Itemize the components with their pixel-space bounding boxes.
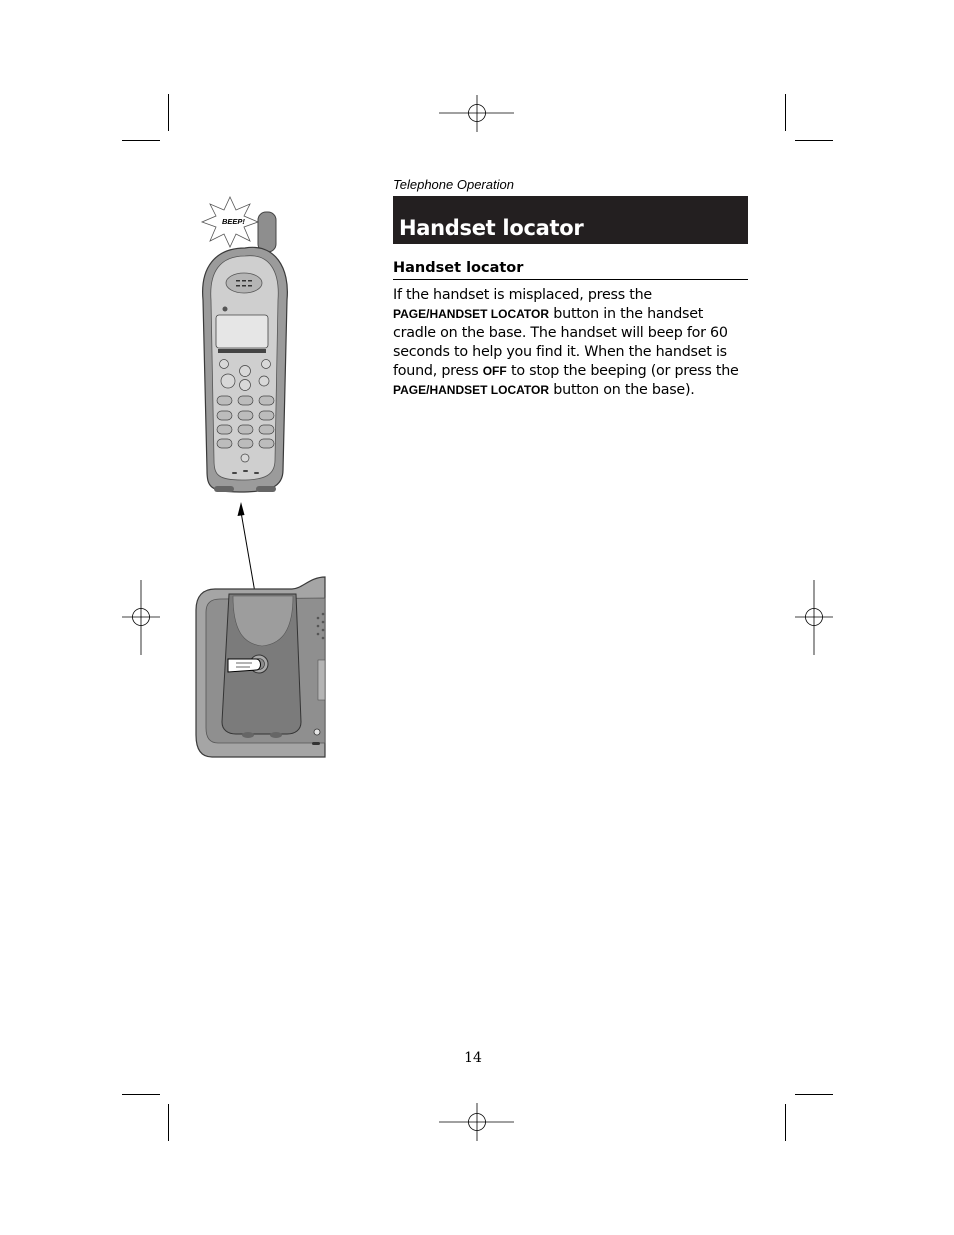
beep-burst-icon [202, 197, 258, 247]
page-number: 14 [464, 1050, 482, 1066]
beep-label: BEEP! [222, 217, 245, 226]
body-text: If the handset is misplaced, press the [393, 287, 652, 303]
title-banner [393, 196, 748, 244]
body-text: button on the base). [549, 382, 695, 398]
key-name: PAGE/HANDSET LOCATOR [393, 383, 550, 397]
page-title: Handset locator [399, 216, 584, 240]
finger-icon [228, 659, 261, 672]
key-name: PAGE/HANDSET LOCATOR [393, 307, 550, 321]
section-label: Telephone Operation [393, 177, 514, 192]
body-text: to stop the beeping (or press the [506, 363, 739, 379]
subheading: Handset locator [393, 260, 748, 280]
key-name: OFF [482, 364, 507, 378]
antenna-icon [258, 212, 276, 252]
body-text: button in the handset cradle on the base. The handset will beep for 60 seconds to help you find it. When the handset is found, press [393, 306, 728, 379]
base-unit-icon [196, 577, 325, 757]
handset-icon [203, 247, 288, 492]
body-paragraph [393, 286, 749, 400]
